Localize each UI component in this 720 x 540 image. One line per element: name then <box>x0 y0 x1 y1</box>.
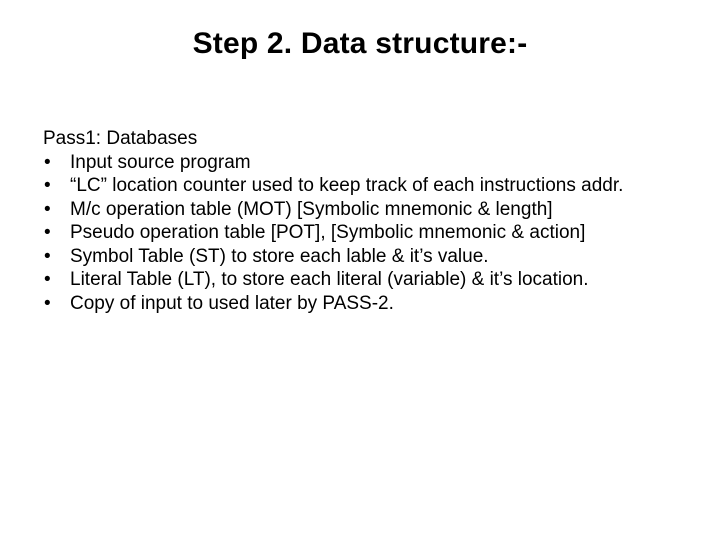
list-item <box>43 268 683 292</box>
list-item-text: Copy of input to used later by PASS-2. <box>70 292 394 314</box>
bullet-icon: • <box>44 245 51 267</box>
list-item <box>43 245 683 269</box>
list-item <box>43 292 683 316</box>
bullet-icon: • <box>44 198 51 220</box>
list-item-text: “LC” location counter used to keep track of each instructions addr. <box>70 175 624 196</box>
slide-content <box>43 127 683 315</box>
bullet-icon: • <box>44 269 51 290</box>
slide-title: Step 2. Data structure:- <box>192 27 528 60</box>
list-item-text: M/c operation table (MOT) [Symbolic mnemonic & length] <box>70 198 553 220</box>
bullet-icon: • <box>44 222 51 243</box>
list-item <box>43 174 683 198</box>
list-item <box>43 221 683 245</box>
bullet-icon: • <box>44 292 51 314</box>
list-item-text: Input source program <box>70 151 251 173</box>
list-item <box>43 151 683 175</box>
section-heading: Pass1: Databases <box>43 128 198 149</box>
list-item-text: Literal Table (LT), to store each literal (variable) & it’s location. <box>70 269 589 290</box>
list-item-text: Symbol Table (ST) to store each lable & it’s value. <box>70 245 489 267</box>
list-item <box>43 198 683 222</box>
bullet-icon: • <box>44 151 51 173</box>
list-item-text: Pseudo operation table [POT], [Symbolic mnemonic & action] <box>70 222 586 243</box>
bullet-list <box>43 151 683 316</box>
bullet-icon: • <box>44 175 51 196</box>
